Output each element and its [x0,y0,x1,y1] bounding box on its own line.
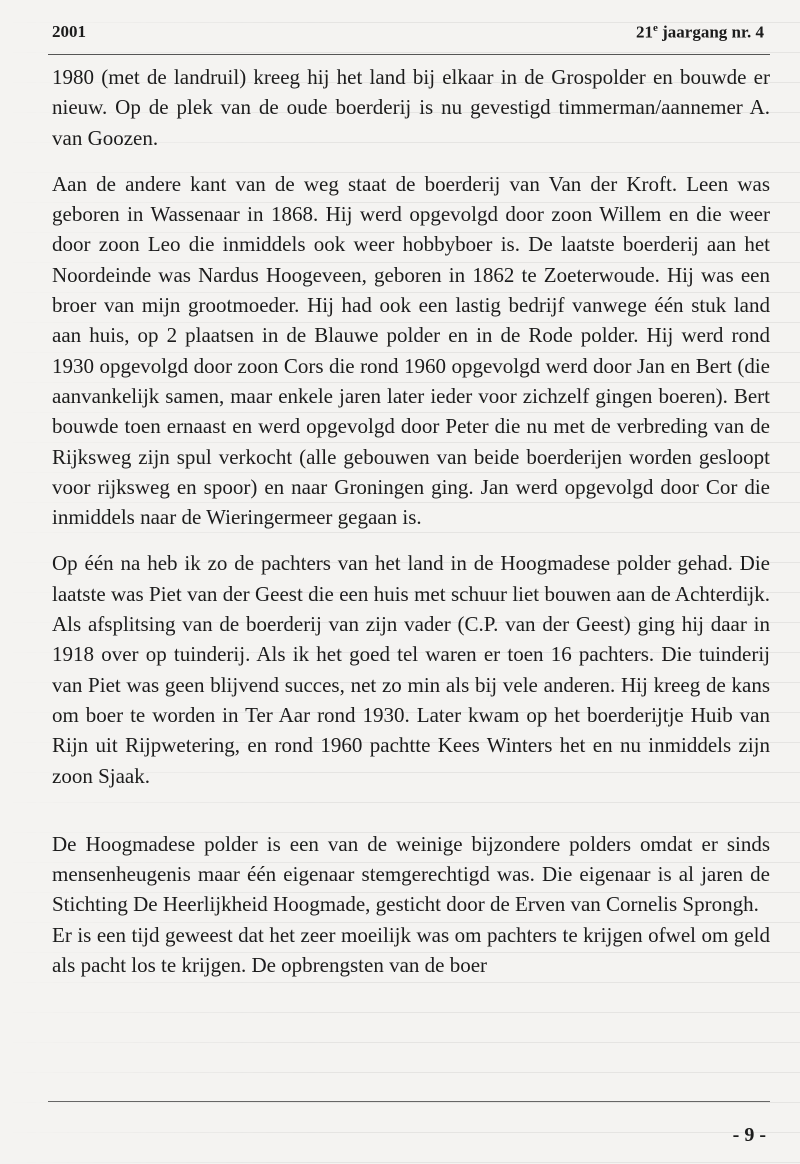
paragraph-5: Er is een tijd geweest dat het zeer moeilijk was om pachters te krijgen ofwel om geld als pacht los te krijgen. De opbrengsten van de boer [52,922,770,978]
paragraph-2: Aan de andere kant van de weg staat de boerderij van Van der Kroft. Leen was geboren in Wassenaar in 1868. Hij werd opgevolgd door zoon Willem en die weer door zoon Leo die inmiddels ook weer hobbyboer is. De laatste boerderij aan het Noordeinde was Nardus Hoogeveen, geboren in 1862 te Zoeterwoude. Hij was een broer van mijn grootmoeder. Hij had ook een lastig bedrijf vanwege één stuk land aan huis, op 2 plaatsen in de Blauwe polder en in de Rode polder. Hij werd rond 1930 opgevolgd door zoon Cors die rond 1960 opgevolgd werd door Jan en Bert (die aanvankelijk samen, maar enkele jaren later ieder voor zichzelf gingen boeren). Bert bouwde toen ernaast en werd opgevolgd door Peter die nu met de verbreding van de Rijksweg zijn spul verkocht (alle gebouwen van beide boerderijen worden gesloopt voor rijksweg en spoor) en naar Groningen ging. Jan werd opgevolgd door Cor die inmiddels naar de Wieringermeer gegaan is. [52,171,770,530]
header-rule [48,54,770,55]
body-text [52,62,770,980]
issue-superscript: e [653,22,658,34]
running-header [52,18,764,48]
page-number: - 9 - [732,1124,766,1146]
paragraph-4: De Hoogmadese polder is een van de weinige bijzondere polders omdat er sinds mensenheugenis maar één eigenaar stemgerechtigd was. Die eigenaar is al jaren de Stichting De Heerlijkheid Hoogmade, gesticht door de Erven van Cornelis Sprongh. [52,831,770,917]
paragraph-3: Op één na heb ik zo de pachters van het land in de Hoogmadese polder gehad. Die laatste was Piet van der Geest die een huis met schuur liet bouwen aan de Achterdijk. Als afsplitsing van de boerderij van zijn vader (C.P. van der Geest) ging hij daar in 1918 over op tuinderij. Als ik het goed tel waren er toen 16 pachters. Die tuinderij van Piet was geen blijvend succes, net zo min als bij vele anderen. Hij kreeg de kans om boer te worden in Ter Aar rond 1930. Later kwam op het boerderijtje Huib van Rijn uit Rijpwetering, en rond 1960 pachtte Kees Winters het en nu inmiddels zijn zoon Sjaak. [52,551,770,788]
issue-number: 21 [636,22,653,42]
footer-rule [48,1101,770,1102]
header-issue [636,22,764,43]
paragraph-1: 1980 (met de landruil) kreeg hij het land bij elkaar in de Grospolder en bouwde er nieuw. Op de plek van de oude boerderij is nu gevestigd timmerman/aannemer A. van Goozen. [52,65,770,150]
issue-text: jaargang nr. 4 [657,22,764,42]
header-year: 2001 [52,22,86,41]
